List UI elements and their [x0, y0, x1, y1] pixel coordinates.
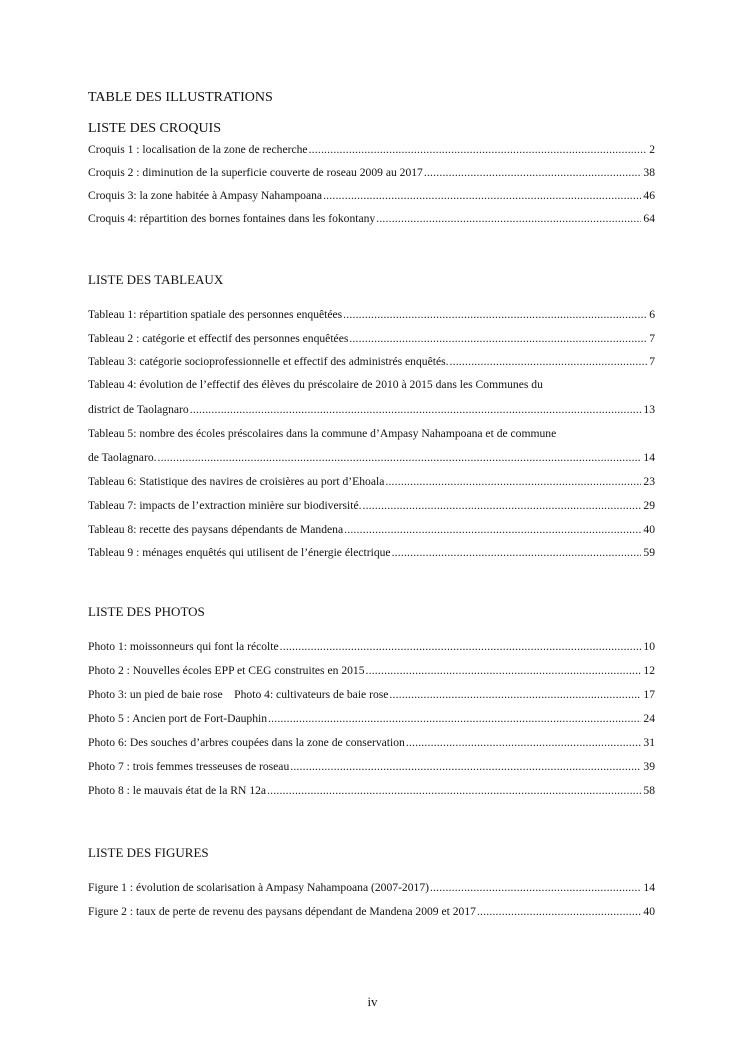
page-number: iv: [367, 994, 378, 1009]
toc-entry-photo-6[interactable]: Photo 6: Des souches d’arbres coupées dans la zone de conservation ..... 31: [88, 736, 655, 750]
toc-entry-photo-1[interactable]: Photo 1: moissonneurs qui font la récolte ..... 10: [88, 640, 655, 654]
toc-entry-photo-2[interactable]: Photo 2 : Nouvelles écoles EPP et CEG construites en 2015 ..... 12: [88, 664, 655, 678]
toc-entry-tableau-3[interactable]: Tableau 3: catégorie socioprofessionnelle et effectif des administrés enquêtés. ..... 7: [88, 355, 655, 369]
page-title: TABLE DES ILLUSTRATIONS: [88, 90, 273, 105]
toc-entry-photo-7[interactable]: Photo 7 : trois femmes tresseuses de roseau ..... 39: [88, 760, 655, 774]
toc-entry-croquis-1[interactable]: Croquis 1 : localisation de la zone de recherche ..... 2: [88, 143, 655, 157]
toc-entry-croquis-4[interactable]: Croquis 4: répartition des bornes fontaines dans les fokontany ..... 64: [88, 212, 655, 226]
toc-entry-tableau-5[interactable]: de Taolagnaro. ..... 14: [88, 451, 655, 465]
toc-entry-croquis-2[interactable]: Croquis 2 : diminution de la superficie couverte de roseau 2009 au 2017 ..... 38: [88, 166, 655, 180]
toc-entry-photo-3-4[interactable]: Photo 3: un pied de baie rose Photo 4: cultivateurs de baie rose ..... 17: [88, 688, 655, 702]
toc-entry-tableau-9[interactable]: Tableau 9 : ménages enquêtés qui utilisent de l’énergie électrique ..... 59: [88, 546, 655, 560]
toc-entry-croquis-3[interactable]: Croquis 3: la zone habitée à Ampasy Nahampoana ..... 46: [88, 189, 655, 203]
toc-entry-tableau-4-line1[interactable]: Tableau 4: évolution de l’effectif des élèves du préscolaire de 2010 à 2015 dans les Communes du: [88, 378, 543, 391]
toc-entry-photo-8[interactable]: Photo 8 : le mauvais état de la RN 12a ..... 58: [88, 784, 655, 798]
toc-entry-tableau-5-line1[interactable]: Tableau 5: nombre des écoles préscolaires dans la commune d’Ampasy Nahampoana et de commune: [88, 427, 557, 440]
section-heading-photos: LISTE DES PHOTOS: [88, 604, 205, 619]
toc-entry-tableau-1[interactable]: Tableau 1: répartition spatiale des personnes enquêtées ..... 6: [88, 308, 655, 322]
toc-entry-photo-5[interactable]: Photo 5 : Ancien port de Fort-Dauphin ..... 24: [88, 712, 655, 726]
toc-entry-tableau-8[interactable]: Tableau 8: recette des paysans dépendants de Mandena ..... 40: [88, 523, 655, 537]
toc-entry-figure-1[interactable]: Figure 1 : évolution de scolarisation à Ampasy Nahampoana (2007-2017) ..... 14: [88, 881, 655, 895]
section-heading-tableaux: LISTE DES TABLEAUX: [88, 272, 224, 287]
toc-entry-tableau-4[interactable]: district de Taolagnaro ..... 13: [88, 403, 655, 417]
toc-entry-tableau-6[interactable]: Tableau 6: Statistique des navires de croisières au port d’Ehoala ..... 23: [88, 475, 655, 489]
section-heading-croquis: LISTE DES CROQUIS: [88, 121, 222, 136]
toc-entry-tableau-7[interactable]: Tableau 7: impacts de l’extraction minière sur biodiversité. ..... 29: [88, 499, 655, 513]
toc-entry-figure-2[interactable]: Figure 2 : taux de perte de revenu des paysans dépendant de Mandena 2009 et 2017 ..... 40: [88, 905, 655, 919]
section-heading-figures: LISTE DES FIGURES: [88, 845, 209, 860]
toc-entry-tableau-2[interactable]: Tableau 2 : catégorie et effectif des personnes enquêtées ..... 7: [88, 332, 655, 346]
